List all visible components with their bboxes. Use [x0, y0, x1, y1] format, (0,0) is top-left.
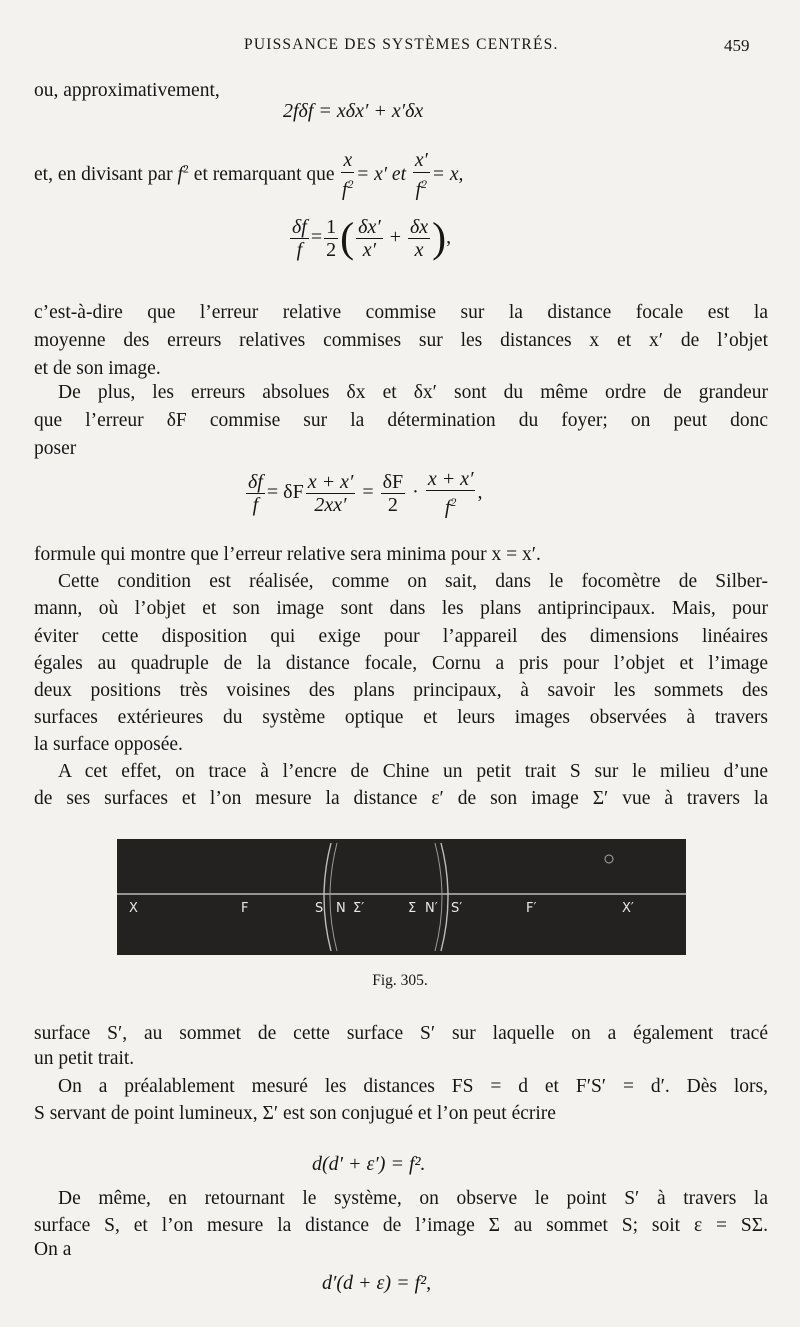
- comma: ,: [477, 480, 483, 503]
- left-paren: (: [340, 215, 355, 262]
- text-line: que l’erreur δF commise sur la détermination du foyer; on peut donc: [34, 410, 768, 431]
- label-n: N: [336, 901, 346, 916]
- comma: ,: [446, 226, 452, 249]
- page-header: [0, 36, 800, 60]
- fraction-denominator: 2: [326, 239, 337, 261]
- fraction-numerator: 1: [326, 216, 337, 238]
- figure-305: [117, 839, 686, 955]
- text-line: mann, où l’objet et son image sont dans les plans antiprincipaux. Mais, pour: [34, 598, 768, 619]
- inline-var: f: [177, 164, 183, 186]
- fraction-numerator: δx: [409, 216, 429, 238]
- text-line: moyenne des erreurs relatives commises sur les distances x et x′ de l’objet: [34, 330, 768, 351]
- equals-sign: =: [310, 226, 323, 249]
- figure-caption: Fig. 305.: [372, 972, 428, 989]
- fraction-denominator: 2xx′: [314, 493, 347, 516]
- fraction-denominator: f: [252, 493, 259, 516]
- inline-fraction: [413, 150, 430, 202]
- label-n-prime: N′: [425, 901, 438, 916]
- fraction: [290, 216, 309, 261]
- text-line: c’est-à-dire que l’erreur relative commise sur la distance focale est la: [34, 302, 768, 323]
- fraction-denominator: x′: [362, 239, 377, 261]
- text-line: de ses surfaces et l’on mesure la distance ε′ de son image Σ′ vue à travers la: [34, 788, 768, 809]
- fraction-denominator: f: [296, 239, 303, 261]
- fraction-numerator: δx′: [358, 216, 381, 238]
- text-line: A cet effet, on trace à l’encre de Chine un petit trait S sur le milieu d’une: [58, 761, 768, 782]
- equation-5: d′(d + ε) = f²,: [322, 1272, 432, 1294]
- equation-1: 2fδf = xδx′ + x′δx: [283, 100, 424, 122]
- fraction-numerator: δf: [292, 216, 307, 238]
- fraction: [426, 468, 476, 519]
- text-line: De même, en retournant le système, on observe le point S′ à travers la: [58, 1188, 768, 1209]
- equals-sign: =: [357, 480, 379, 503]
- label-sigma-prime: Σ′: [353, 901, 365, 916]
- text-line: S servant de point lumineux, Σ′ est son conjugué et l’on peut écrire: [34, 1103, 556, 1124]
- inline-fraction: [341, 150, 354, 202]
- label-s-prime: S′: [451, 901, 463, 916]
- fraction-denominator: $f^2$: [342, 177, 354, 201]
- superscript: 2: [182, 161, 189, 176]
- inline-text: = x′ et: [356, 164, 411, 186]
- equation-3: [244, 468, 482, 519]
- fraction: [408, 216, 430, 261]
- right-paren: ): [432, 215, 447, 262]
- text-line: la surface opposée.: [34, 734, 183, 755]
- fraction: [246, 471, 265, 516]
- den-var: f: [342, 179, 348, 201]
- fraction-numerator: δF: [382, 470, 404, 493]
- text-line: On a préalablement mesuré les distances FS = d et F′S′ = d′. Dès lors,: [58, 1076, 768, 1097]
- fraction-numerator: δf: [248, 470, 263, 493]
- equals-dF: = δF: [266, 480, 304, 503]
- den-var: f: [444, 496, 451, 519]
- text-line: surface S, et l’on mesure la distance de l’image Σ au sommet S; soit ε = SΣ.: [34, 1215, 768, 1236]
- plus-sign: +: [384, 226, 406, 249]
- text-line: éviter cette disposition qui exige pour l’appareil des dimensions linéaires: [34, 626, 768, 647]
- fraction: [306, 471, 356, 516]
- equation-4: d(d′ + ε′) = f².: [312, 1153, 426, 1175]
- inline-text: et remarquant que: [188, 164, 340, 186]
- label-s: S: [315, 901, 324, 916]
- fraction-numerator: x: [343, 150, 353, 171]
- text-line: On a: [34, 1239, 72, 1260]
- fraction-numerator: x′: [414, 150, 428, 171]
- text-line: un petit trait.: [34, 1048, 135, 1069]
- inline-text: et, en divisant par: [34, 164, 178, 186]
- text-line: surfaces extérieures du système optique et leurs images observées à travers: [34, 707, 768, 728]
- label-x: X: [129, 901, 138, 916]
- text-line: De plus, les erreurs absolues δx et δx′ sont du même ordre de grandeur: [58, 382, 768, 403]
- text-line: poser: [34, 438, 77, 459]
- fraction-denominator: $f^2$: [444, 495, 457, 519]
- page-number: 459: [724, 36, 750, 55]
- label-f-prime: F′: [526, 901, 537, 916]
- text-line: deux positions très voisines des plans principaux, à savoir les sommets des: [34, 680, 768, 701]
- lens-surface-s-prime-inner: [435, 843, 442, 951]
- fraction-denominator: x: [414, 239, 424, 261]
- text-line: ou, approximativement,: [34, 80, 220, 101]
- label-sigma: Σ: [408, 901, 417, 916]
- text-line-inline-fractions: [34, 150, 768, 202]
- text-line: Cette condition est réalisée, comme on sait, dans le focomètre de Silber-: [58, 571, 768, 592]
- fraction-numerator: x + x′: [307, 470, 354, 493]
- den-var: f: [415, 179, 422, 201]
- text-line: surface S′, au sommet de cette surface S′ sur laquelle on a également tracé: [34, 1023, 768, 1044]
- text-line: égales au quadruple de la distance focale, Cornu a pris pour l’objet et l’image: [34, 653, 768, 674]
- equation-2: [288, 216, 451, 261]
- text-line: formule qui montre que l’erreur relative sera minima pour x = x′.: [34, 544, 541, 565]
- inline-text: = x,: [431, 164, 464, 186]
- label-x-prime: X′: [622, 901, 634, 916]
- fraction: [324, 216, 338, 261]
- lens-surface-s-inner: [330, 843, 337, 951]
- label-f: F: [241, 901, 249, 916]
- spot-mark: [605, 855, 613, 863]
- fraction: [356, 216, 383, 261]
- fraction-denominator: $f^2$: [415, 177, 428, 201]
- fraction-numerator: x + x′: [427, 468, 474, 490]
- fraction: [381, 471, 406, 516]
- text-line: et de son image.: [34, 358, 161, 379]
- dot-operator: ·: [407, 480, 424, 503]
- running-title: PUISSANCE DES SYSTÈMES CENTRÉS.: [244, 36, 559, 53]
- figure-drawing: [117, 839, 686, 955]
- fraction-denominator: 2: [387, 493, 398, 516]
